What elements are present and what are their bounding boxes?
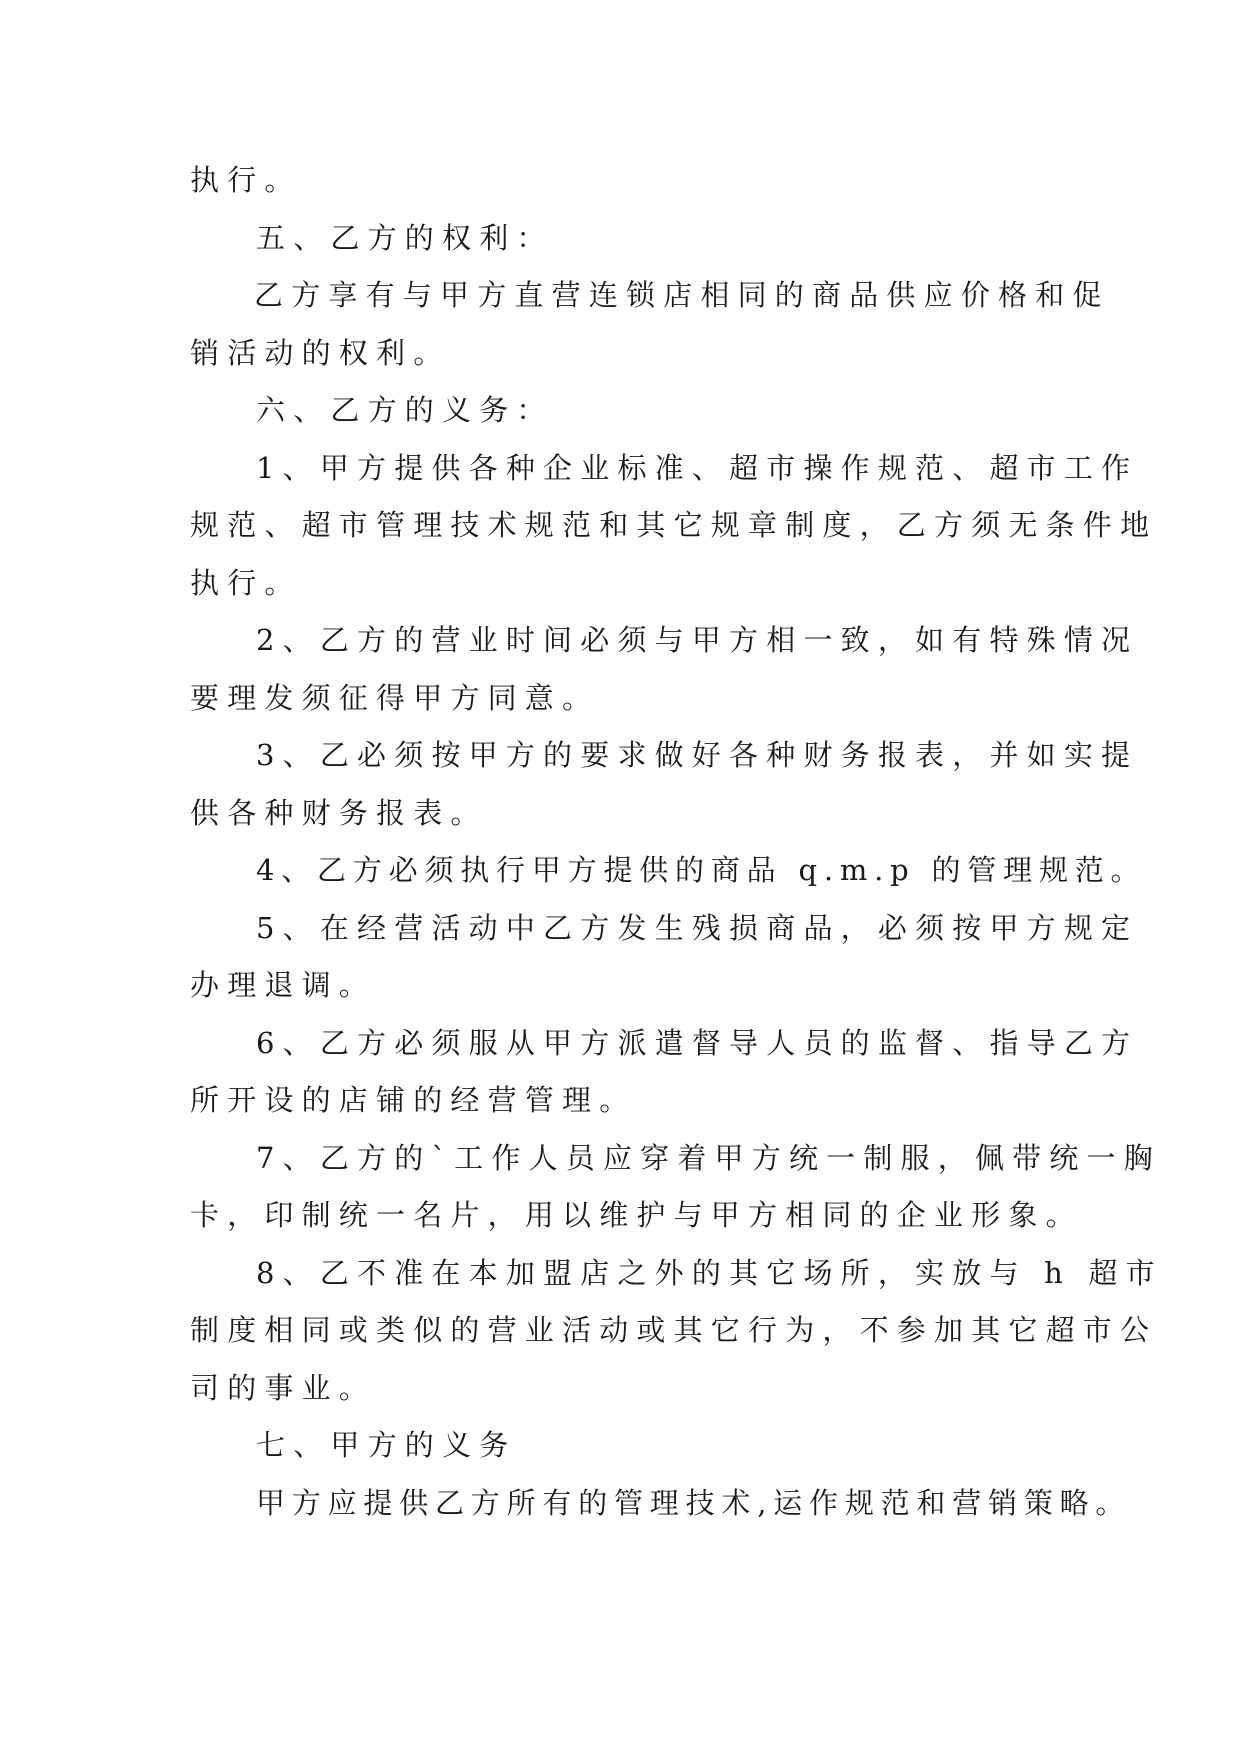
text-line: 执行。: [190, 163, 302, 197]
document-body: [190, 152, 1163, 1532]
text-line: 2、乙方的营业时间必须与甲方相一致，如有特殊情况: [256, 623, 1139, 657]
text-line: 3、乙必须按甲方的要求做好各种财务报表，并如实提: [256, 738, 1139, 772]
section-heading: 六、乙方的义务：: [256, 393, 554, 427]
text-line: 1、甲方提供各种企业标准、超市操作规范、超市工作: [256, 450, 1139, 485]
section-heading: 五、乙方的权利：: [256, 220, 554, 255]
text-line: 乙方享有与甲方直营连锁店相同的商品供应价格和促: [254, 278, 1110, 312]
text-line: 8、乙不准在本加盟店之外的其它场所，实放与 h 超市: [256, 1255, 1163, 1290]
text-line: 甲方应提供乙方所有的管理技术,运作规范和营销策略。: [256, 1485, 1132, 1520]
text-line: 供各种财务报表。: [190, 795, 488, 830]
text-line: 司的事业。: [190, 1370, 377, 1405]
text-line: 4、乙方必须执行甲方提供的商品 q.m.p 的管理规范。: [256, 853, 1147, 887]
text-line: 规范、超市管理技术规范和其它规章制度，乙方须无条件地: [190, 508, 1158, 542]
text-line: 6、乙方必须服从甲方派遣督导人员的监督、指导乙方: [256, 1025, 1139, 1060]
text-line: 5、在经营活动中乙方发生残损商品，必须按甲方规定: [256, 910, 1139, 945]
text-line: 所开设的店铺的经营管理。: [190, 1083, 637, 1117]
text-line: 7、乙方的`工作人员应穿着甲方统一制服，佩带统一胸: [256, 1140, 1161, 1175]
text-line: 制度相同或类似的营业活动或其它行为，不参加其它超市公: [190, 1313, 1158, 1347]
section-heading: 七、甲方的义务: [256, 1428, 517, 1462]
text-line: 执行。: [190, 565, 302, 600]
text-line: 办理退调。: [190, 968, 377, 1002]
text-line: 卡，印制统一名片，用以维护与甲方相同的企业形象。: [190, 1198, 1083, 1232]
text-line: 销活动的权利。: [190, 335, 451, 370]
text-line: 要理发须征得甲方同意。: [190, 680, 600, 715]
